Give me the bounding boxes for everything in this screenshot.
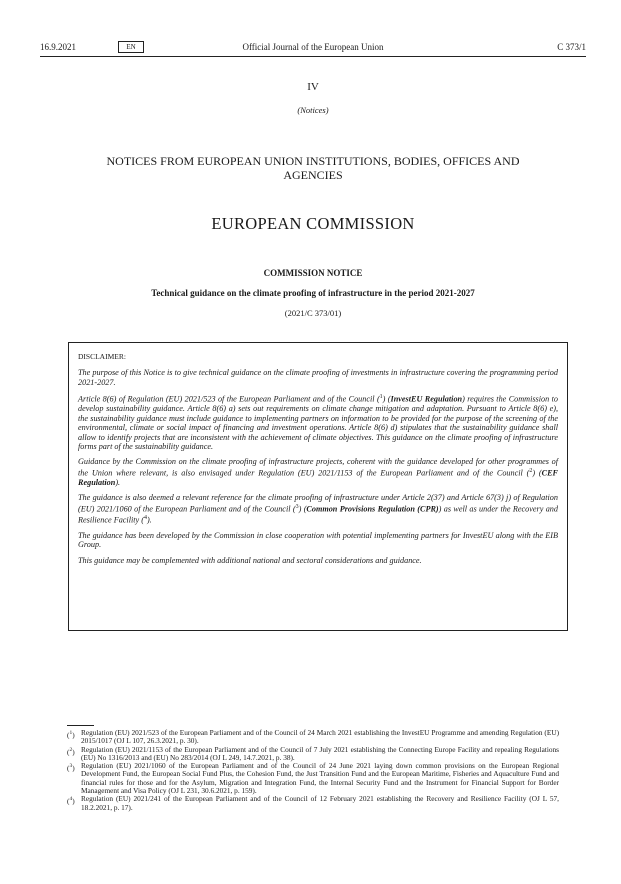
cef-regulation-term: CEF Regulation: [78, 468, 558, 487]
page-reference: C 373/1: [557, 42, 586, 52]
disclaimer-paragraph-4: The guidance is also deemed a relevant reference for the climate proofing of infrastructure under Article 2(37) and Article 67(3) j) of Regulation (EU) 2021/1060 of the European Parliament and of the Council ($^3$) (Common Provisions Regulation (CPR)) as well as under the Recovery and Resilience Facility ($^4$).: [78, 493, 558, 525]
disclaimer-label: DISCLAIMER:: [78, 352, 126, 361]
footnotes: [67, 729, 559, 812]
footnote-2: ($^2$) Regulation (EU) 2021/1153 of the European Parliament and of the Council of 7 July 2021 establishing the Connecting Europe Facility and repealing Regulations (EU) No 1316/2013 and (EU) No 283/2014 (OJ L 249, 14.7.2021, p. 38).: [67, 744, 559, 762]
part-number: IV: [307, 81, 319, 93]
notices-label: (Notices): [297, 105, 329, 115]
publication-date: 16.9.2021: [40, 42, 76, 52]
disclaimer-paragraph-2: Article 8(6) of Regulation (EU) 2021/523 of the European Parliament and of the Council ($^1$) (InvestEU Regulation) requires the Commission to develop sustainability guidance. Article 8(6) a) sets out requirements on climate change mitigation and adaptation. Pursuant to Article 8(6) e), the sustainability guidance must include guidance to implementing partners on information to be provided for the purpose of the screening of the environmental, climate or social impact of financing and investment operations. Article 8(6) d) stipulates that the sustainability guidance shall allow to identify projects that are inconsistent with the achievement of climate objectives. This guidance on the climate proofing of infrastructure forms part of the sustainability guidance.: [78, 394, 558, 451]
commission-heading: EUROPEAN COMMISSION: [211, 214, 415, 233]
disclaimer-box: [68, 342, 568, 631]
investeu-regulation-term: InvestEU Regulation: [390, 394, 463, 404]
disclaimer-paragraph-5: The guidance has been developed by the Commission in close cooperation with potential implementing partners for InvestEU along with the EIB Group.: [78, 531, 558, 550]
footnote-ref-4[interactable]: 4: [143, 514, 147, 521]
page-header: [40, 41, 586, 55]
notice-title: Technical guidance on the climate proofing of infrastructure in the period 2021-2027: [151, 288, 475, 298]
disclaimer-paragraph-1: The purpose of this Notice is to give technical guidance on the climate proofing of investments in infrastructure covering the programming period 2021-2027.: [78, 368, 558, 387]
footnote-ref-1[interactable]: 1: [379, 394, 383, 401]
language-badge: EN: [118, 41, 144, 53]
footnote-ref-2[interactable]: 2: [529, 467, 533, 474]
cpr-term: Common Provisions Regulation (CPR): [306, 504, 439, 514]
journal-title: Official Journal of the European Union: [242, 42, 384, 52]
notice-reference: (2021/C 373/01): [284, 308, 342, 318]
notice-type: COMMISSION NOTICE: [263, 268, 363, 278]
footnote-4: ($^4$) Regulation (EU) 2021/241 of the European Parliament and of the Council of 12 February 2021 establishing the Recovery and Resilience Facility (OJ L 57, 18.2.2021, p. 17).: [67, 794, 559, 812]
disclaimer-paragraph-6: This guidance may be complemented with additional national and sectoral considerations and guidance.: [78, 555, 422, 565]
footnote-1: ($^1$) Regulation (EU) 2021/523 of the European Parliament and of the Council of 24 March 2021 establishing the InvestEU Programme and amending Regulation (EU) 2015/1017 (OJ L 107, 26.3.2021, p. 30).: [67, 728, 559, 746]
footnote-ref-3[interactable]: 3: [295, 503, 299, 510]
institutions-heading: NOTICES FROM EUROPEAN UNION INSTITUTIONS, BODIES, OFFICES AND AGENCIES: [106, 154, 520, 182]
disclaimer-paragraph-3: Guidance by the Commission on the climate proofing of infrastructure projects, coherent with the guidance developed for other programmes of the Union where relevant, is also envisaged under Regulation (EU) 2021/1153 of the European Parliament and of the Council ($^2$) (CEF Regulation).: [78, 457, 558, 487]
header-divider: [40, 56, 586, 57]
footnote-3: ($^3$) Regulation (EU) 2021/1060 of the European Parliament and of the Council of 24 June 2021 laying down common provisions on the European Regional Development Fund, the European Social Fund Plus, the Cohesion Fund, the Just Transition Fund and the European Maritime, Fisheries and Aquaculture Fund and financial rules for those and for the Asylum, Migration and Integration Fund, the Internal Security Fund and the Instrument for Financial Support for Border Management and Visa Policy (OJ L 231, 30.6.2021, p. 159).: [67, 761, 559, 796]
footnote-divider: [67, 725, 94, 726]
